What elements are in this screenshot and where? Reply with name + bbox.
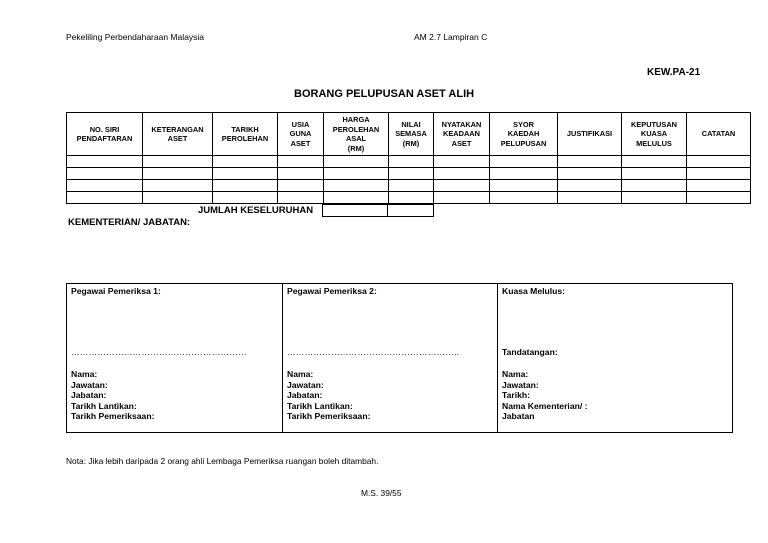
inspector-2-box — [283, 284, 498, 433]
table-cell[interactable] — [278, 156, 324, 168]
column-header-line: PEROLEHAN — [221, 134, 269, 143]
column-header-line: (RM) — [402, 138, 420, 148]
table-cell[interactable] — [213, 168, 278, 180]
table-cell[interactable] — [434, 192, 490, 204]
column-header — [67, 113, 143, 156]
column-header-line: NILAI — [401, 119, 421, 129]
table-cell[interactable] — [143, 168, 213, 180]
column-header — [622, 113, 687, 156]
column-header-line: ASET — [290, 138, 311, 148]
inspector-1-department: Jabatan: — [71, 390, 107, 400]
approving-authority-signature-label[interactable]: Tandatangan: — [502, 347, 558, 357]
table-cell[interactable] — [622, 156, 687, 168]
table-cell[interactable] — [558, 180, 622, 192]
form-code: KEW.PA-21 — [647, 67, 701, 78]
column-header-line: KUASA — [640, 129, 668, 139]
column-header-line: PELUPUSAN — [500, 138, 547, 148]
column-header-line: USIA — [291, 119, 310, 129]
ministry-department-label: KEMENTERIAN/ JABATAN: — [68, 217, 191, 228]
inspector-2-signature-line[interactable]: ………………………………………………….. — [287, 347, 460, 357]
approving-authority-ministry: Nama Kementerian/ : — [502, 400, 588, 411]
column-header-line: SYOR — [513, 119, 534, 129]
column-header-line: SEMASA — [395, 129, 427, 139]
table-cell[interactable] — [622, 192, 687, 204]
table-cell[interactable] — [389, 168, 434, 180]
table-cell[interactable] — [213, 180, 278, 192]
column-header-line: KETERANGAN — [151, 124, 204, 134]
column-header-line: ASET — [167, 134, 188, 143]
total-current-value-cell[interactable] — [388, 205, 434, 217]
appendix-reference: AM 2.7 Lampiran C — [414, 32, 488, 42]
table-cell[interactable] — [490, 192, 558, 204]
column-header-line: ASAL — [345, 134, 367, 143]
table-row — [67, 180, 751, 192]
table-cell[interactable] — [687, 168, 751, 180]
table-cell[interactable] — [389, 156, 434, 168]
inspector-2-name: Nama: — [287, 369, 314, 379]
table-cell[interactable] — [558, 192, 622, 204]
column-header — [558, 113, 622, 156]
inspector-1-fields — [71, 369, 154, 422]
table-cell[interactable] — [687, 180, 751, 192]
grand-total-label: JUMLAH KESELURUHAN — [198, 205, 314, 216]
table-cell[interactable] — [278, 192, 324, 204]
column-header-line: NO. SIRI — [89, 124, 120, 134]
table-row — [67, 168, 751, 180]
table-row — [67, 156, 751, 168]
approving-authority-fields — [502, 369, 588, 422]
column-header-line: HARGA — [342, 115, 370, 124]
column-header-line: JUSTIFIKASI — [566, 129, 613, 139]
table-row — [67, 192, 751, 204]
table-cell[interactable] — [490, 156, 558, 168]
table-cell[interactable] — [558, 156, 622, 168]
inspector-1-name: Nama: — [71, 369, 98, 379]
column-header-line: (RM) — [347, 143, 365, 153]
table-header-row — [67, 113, 751, 156]
column-header-line: MELULUS — [636, 138, 672, 148]
table-cell[interactable] — [687, 192, 751, 204]
table-cell[interactable] — [622, 168, 687, 180]
column-header — [687, 113, 751, 156]
inspector-2-title: Pegawai Pemeriksa 2: — [287, 286, 377, 296]
column-header-line: ASET — [451, 138, 472, 148]
inspector-2-appointment-date: Tarikh Lantikan: — [287, 400, 353, 411]
table-cell[interactable] — [434, 156, 490, 168]
grand-total-cells — [322, 204, 434, 217]
inspector-1-inspection-date: Tarikh Pemeriksaan: — [71, 411, 155, 421]
approving-authority-box — [498, 284, 733, 433]
signature-table — [66, 283, 733, 433]
column-header — [490, 113, 558, 156]
inspector-1-title: Pegawai Pemeriksa 1: — [71, 286, 161, 296]
table-cell[interactable] — [143, 192, 213, 204]
inspector-1-appointment-date: Tarikh Lantikan: — [71, 400, 137, 411]
approving-authority-name: Nama: — [502, 369, 529, 379]
column-header-line: PEROLEHAN — [332, 124, 380, 134]
approving-authority-date: Tarikh: — [502, 390, 531, 400]
column-header-line: CATATAN — [701, 129, 736, 139]
table-cell[interactable] — [143, 180, 213, 192]
column-header — [389, 113, 434, 156]
inspector-1-box — [67, 284, 283, 433]
page-number: M.S. 39/55 — [361, 488, 402, 498]
asset-disposal-table — [66, 112, 751, 204]
column-header — [143, 113, 213, 156]
table-cell[interactable] — [67, 168, 143, 180]
column-header-line: TARIKH — [231, 124, 259, 134]
inspector-2-fields — [287, 369, 370, 422]
table-cell[interactable] — [67, 156, 143, 168]
table-cell[interactable] — [67, 192, 143, 204]
table-cell[interactable] — [622, 180, 687, 192]
total-original-price-cell[interactable] — [323, 205, 388, 217]
table-cell[interactable] — [490, 180, 558, 192]
table-cell[interactable] — [278, 180, 324, 192]
table-cell[interactable] — [67, 180, 143, 192]
document-source: Pekeliling Perbendaharaan Malaysia — [66, 32, 204, 42]
inspector-1-position: Jawatan: — [71, 379, 108, 390]
approving-authority-department: Jabatan — [502, 411, 535, 421]
table-cell[interactable] — [143, 156, 213, 168]
table-cell[interactable] — [389, 192, 434, 204]
table-cell[interactable] — [324, 156, 389, 168]
approving-authority-position: Jawatan: — [502, 379, 539, 390]
column-header-line: KEPUTUSAN — [631, 119, 677, 129]
column-header — [324, 113, 389, 156]
column-header — [434, 113, 490, 156]
column-header-line: KAEDAH — [507, 129, 540, 139]
inspector-2-inspection-date: Tarikh Pemeriksaan: — [287, 411, 371, 421]
table-cell[interactable] — [558, 168, 622, 180]
table-cell[interactable] — [278, 168, 324, 180]
column-header-line: GUNA — [289, 129, 312, 139]
approving-authority-title: Kuasa Melulus: — [502, 286, 566, 296]
column-header-line: KEADAAN — [443, 129, 480, 139]
table-cell[interactable] — [687, 156, 751, 168]
column-header — [213, 113, 278, 156]
table-cell[interactable] — [213, 192, 278, 204]
table-cell[interactable] — [490, 168, 558, 180]
table-cell[interactable] — [324, 168, 389, 180]
table-cell[interactable] — [324, 192, 389, 204]
inspector-1-signature-line[interactable]: …………………………………………………… — [71, 347, 247, 357]
column-header-line: NYATAKAN — [441, 119, 482, 129]
column-header-line: PENDAFTARAN — [76, 134, 133, 143]
table-cell[interactable] — [434, 168, 490, 180]
inspector-2-department: Jabatan: — [287, 390, 323, 400]
form-title: BORANG PELUPUSAN ASET ALIH — [294, 88, 475, 100]
table-cell[interactable] — [389, 180, 434, 192]
table-cell[interactable] — [324, 180, 389, 192]
table-cell[interactable] — [434, 180, 490, 192]
footnote: Nota: Jika lebih daripada 2 orang ahli Lembaga Pemeriksa ruangan boleh ditambah. — [66, 456, 379, 466]
column-header — [278, 113, 324, 156]
inspector-2-position: Jawatan: — [287, 379, 324, 390]
table-cell[interactable] — [213, 156, 278, 168]
